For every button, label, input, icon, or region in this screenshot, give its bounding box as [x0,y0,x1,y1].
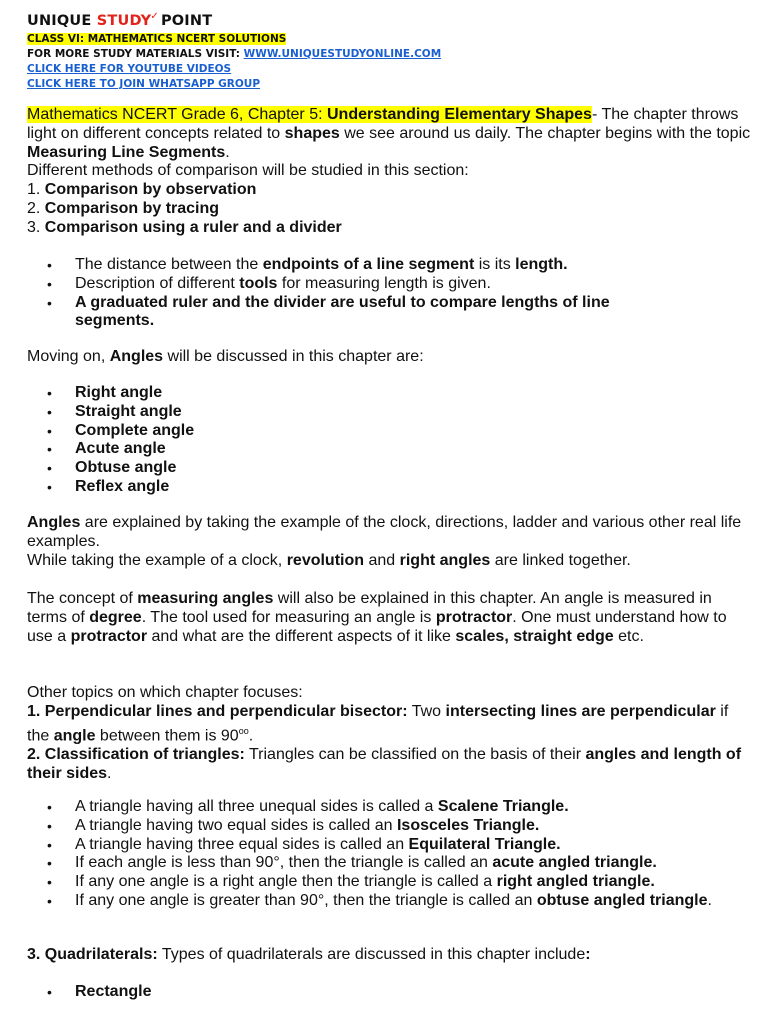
list-item: • Reflex angle [27,478,752,497]
list-item: • Obtuse angle [27,459,752,478]
list-item: • A triangle having three equal sides is called an Equilateral Triangle. [27,836,752,855]
class-line: CLASS VI: MATHEMATICS NCERT SOLUTIONS [27,33,287,45]
list-item: • Description of different tools for measuring length is given. [27,275,752,294]
topics-intro: Other topics on which chapter focuses: [27,684,303,701]
list-item: • A triangle having two equal sides is called an Isosceles Triangle. [27,817,752,836]
whatsapp-link[interactable]: CLICK HERE TO JOIN WHATSAPP GROUP [27,78,261,90]
perpendicular-topic: 1. Perpendicular lines and perpendicular bisector: Two intersecting lines are perpendicular if the angle between them is $90^{oo}$. [27,702,729,744]
angles-list [27,384,752,497]
checkmark-icon: ✓ [150,11,159,22]
header-block [27,12,441,92]
visit-line: FOR MORE STUDY MATERIALS VISIT: WWW.UNIQUESTUDYONLINE.COM [27,48,442,60]
other-topics [27,684,752,783]
method-item: 3. Comparison using a ruler and a divider [27,218,342,236]
list-item: • Acute angle [27,440,752,459]
list-item: • Rectangle [27,983,752,1002]
angles-paragraph: Angles are explained by taking the example of the clock, directions, ladder and various other real life examples. While taking the example of a clock, revolution and right angles are linked together. [27,514,742,569]
triangles-list [27,798,752,911]
list-item: • If any one angle is a right angle then the triangle is called a right angled triangle. [27,873,752,892]
quadrilaterals-list [27,983,752,1002]
method-item: 2. Comparison by tracing [27,199,220,217]
angles-intro: Moving on, Angles will be discussed in this chapter are: [27,348,424,365]
list-item: • A triangle having all three unequal sides is called a Scalene Triangle. [27,798,752,817]
website-link[interactable]: WWW.UNIQUESTUDYONLINE.COM [243,48,442,60]
list-item: • If each angle is less than 90°, then the triangle is called an acute angled triangle. [27,854,752,873]
list-item: • Complete angle [27,422,752,441]
line-segment-bullets [27,256,752,331]
list-item: • Right angle [27,384,752,403]
methods-intro: Different methods of comparison will be studied in this section: [27,162,469,180]
list-item: • If any one angle is greater than 90°, then the triangle is called an obtuse angled triangle. [27,892,752,911]
measuring-angles-paragraph: The concept of measuring angles will also be explained in this chapter. An angle is measured in terms of degree. The tool used for measuring an angle is protractor. One must understand how to use a protractor and what are the different aspects of it like scales, straight edge etc. [27,590,727,645]
list-item: • The distance between the endpoints of a line segment is its length. [27,256,752,275]
intro-paragraph: Mathematics NCERT Grade 6, Chapter 5: Understanding Elementary Shapes- The chapter throws light on different concepts related to shapes we see around us daily. The chapter begins with the topic Measuring Line Segments. [27,106,751,161]
triangles-topic: 2. Classification of triangles: Triangles can be classified on the basis of their angles and length of their sides. [27,745,742,782]
method-item: 1. Comparison by observation [27,181,257,199]
quadrilaterals-topic: 3. Quadrilaterals: Types of quadrilaterals are discussed in this chapter include: [27,946,591,963]
list-item: • A graduated ruler and the divider are useful to compare lengths of line segments. [27,294,752,332]
list-item: • Straight angle [27,403,752,422]
brand-logo: UNIQUE STUDY✓ POINT [27,11,213,29]
youtube-link[interactable]: CLICK HERE FOR YOUTUBE VIDEOS [27,63,232,75]
intro-section [27,106,752,238]
